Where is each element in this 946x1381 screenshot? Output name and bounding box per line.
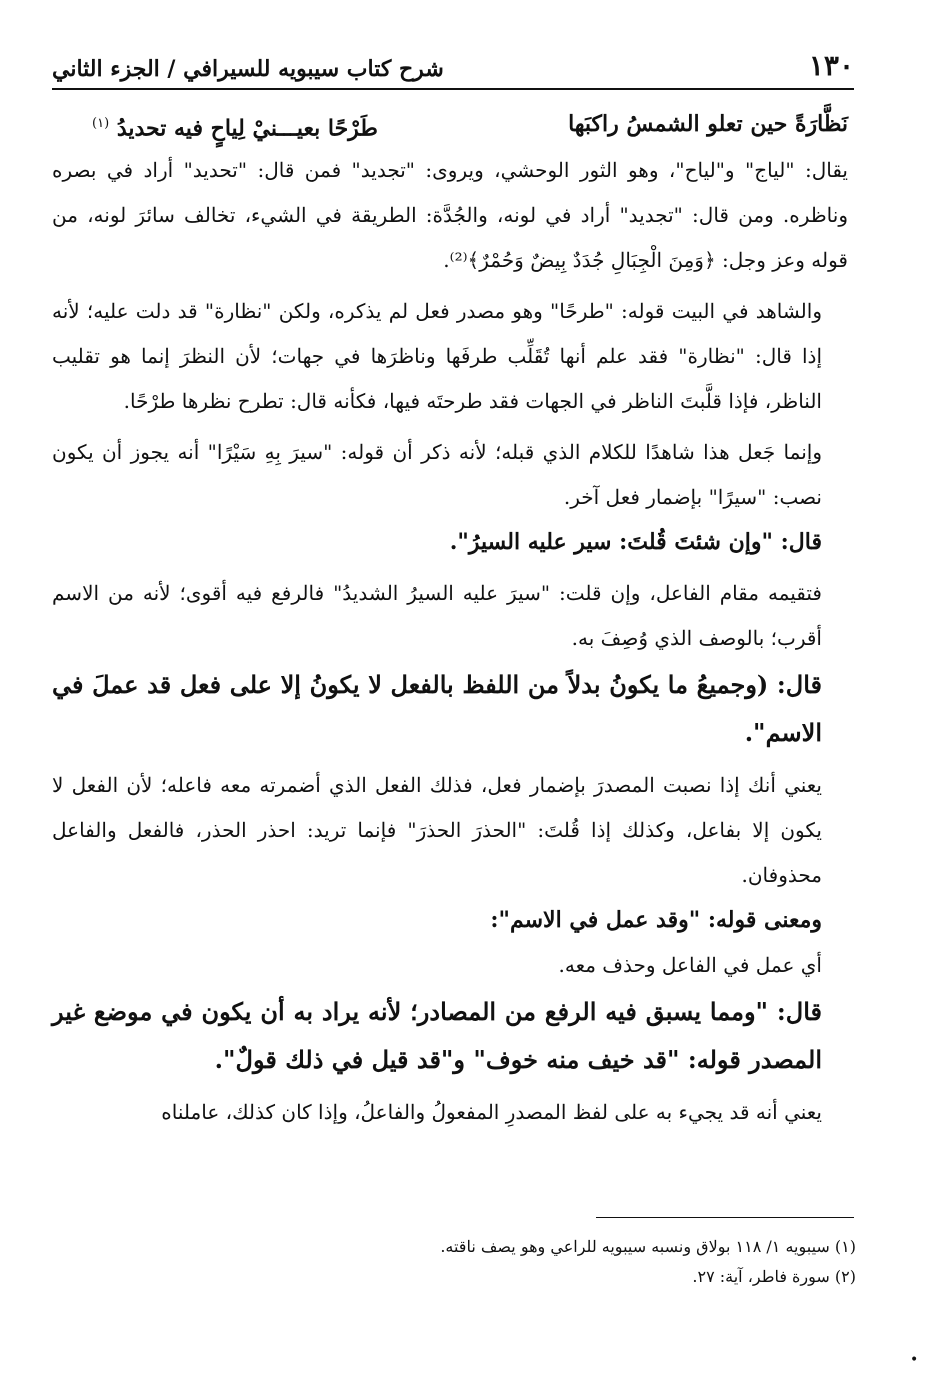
page-header [52,30,854,82]
running-title: شرح كتاب سيبويه للسيرافي / الجزء الثاني [52,56,444,82]
footnote-1: (١) سيبويه ١/ ١١٨ بولاق ونسبه سيبويه للراعي وهو يصف ناقته. [440,1237,856,1256]
paragraph-5: يعني أنك إذا نصبت المصدرَ بإضمار فعل، فذلك الفعل الذي أضمرته معه فاعله؛ لأن الفعل لا يكون إلا بفاعل، وكذلك إذا قُلتَ: "الحذرَ الحذرَ" فإنما تريد: احذر الحذر، فالفعل والفاعل محذوفان. [52,773,822,887]
quote-paragraph-3: قال: "ومما يسبق فيه الرفع من المصادر؛ لأنه يراد به أن يكون في موضع غير المصدر قوله: "قد خيف منه خوف" و"قد قيل في ذلك قولٌ". [52,997,822,1074]
footnote-2: (٢) سورة فاطر، آية: ٢٧. [692,1267,856,1286]
scan-mark: • [910,1352,919,1368]
paragraph-8: يعني أنه قد يجيء به على لفظ المصدرِ المفعولُ والفاعلُ، وإذا كان كذلك، عاملناه [161,1100,822,1124]
footnote-rule [596,1217,854,1218]
paragraph-4: فتقيمه مقام الفاعل، وإن قلت: "سيرَ عليه السيرُ الشديدُ" فالرفع فيه أقوى؛ لأنه من الاسم أقرب؛ بالوصف الذي وُصِفَ به. [52,581,822,650]
footnote-ref-1: (١) [92,116,110,131]
paragraph-6: ومعنى قوله: "وقد عمل في الاسم": [490,907,822,933]
page-body [52,100,848,1135]
paragraph-2: والشاهد في البيت قوله: "طرحًا" وهو مصدر فعل لم يذكره، ولكن "نظارة" قد دلت عليه؛ لأنه إذا قال: "نظارة" فقد علم أنها تُقَلِّب طرفَها وناظرَها في جهات؛ لأن النظرَ إنما هو تقليب الناظر، فإذا قلَّبتَ الناظر في الجهات فقد طرحتَه فيها، فكأنه قال: تطرح نظرها طرْحًا. [52,299,822,413]
header-rule [52,88,854,90]
paragraph-3: وإنما جَعل هذا شاهدًا للكلام الذي قبله؛ لأنه ذكر أن قوله: "سيرَ بِهِ سَيْرًا" أنه يجوز أن يكون نصب: "سيرًا" بإضمار فعل آخر. [52,440,822,509]
verse-second-half: طَرْحًا بعيـــنيْ لِياحٍ فيه تحديدُ $^{(١)}$ [92,115,378,142]
paragraph-7: أي عمل في الفاعل وحذف معه. [558,953,822,977]
poetry-verse [52,100,848,148]
footnotes [52,1232,856,1292]
quote-paragraph-1: قال: "وإن شئتَ قُلتَ: سير عليه السيرُ". [449,529,822,555]
page-number: ١٣٠ [808,49,854,82]
quote-paragraph-2: قال: (وجميعُ ما يكونُ بدلاً من اللفظ بالفعل لا يكونُ إلا على فعل قد عملَ في الاسم". [52,670,822,747]
verse-first-half: نَظَّارَةً حين تعلو الشمسُ راكبَها [568,111,848,137]
paragraph-1: يقال: "لياج" و"لياح"، وهو الثور الوحشي، ويروى: "تجديد" فمن قال: "تحديد" أراد في بصره وناظره. ومن قال: "تجديد" أراد في لونه، والجُدَّة: الطريقة في الشيء، تخالف سائرَ لونه، من قوله وعز وجل: ﴿وَمِنَ الْجِبَالِ جُدَدٌ بِيضٌ وَحُمْرٌ﴾⁽²⁾. [52,158,848,272]
